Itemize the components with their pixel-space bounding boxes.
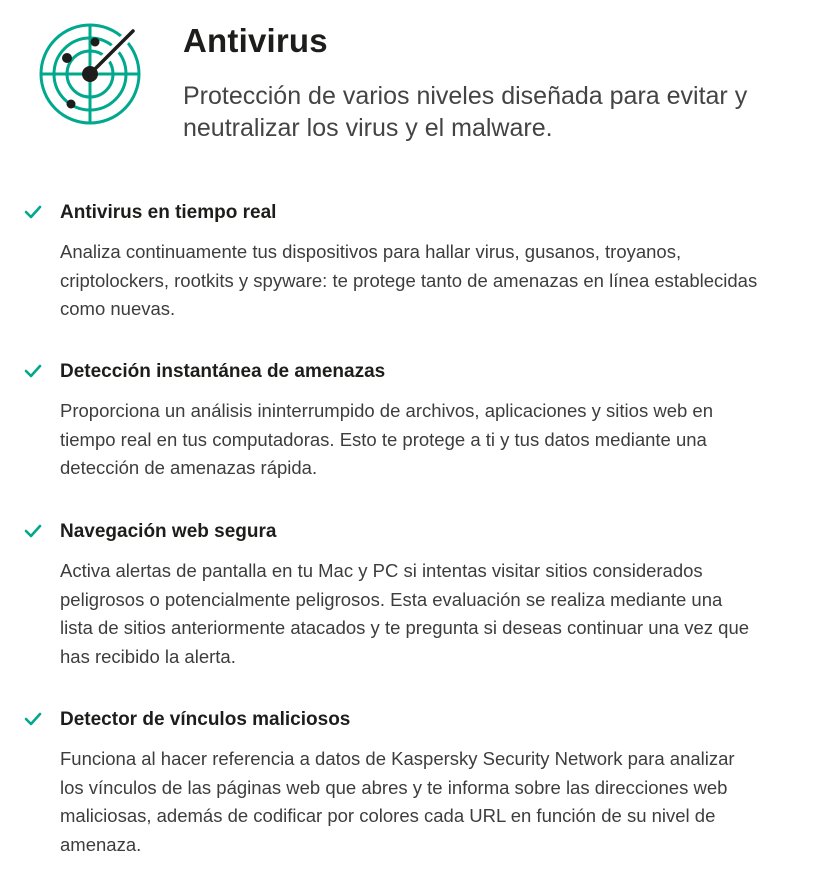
feature-description: Activa alertas de pantalla en tu Mac y PC si intentas visitar sitios considerados peligrosos o potencialmente peligrosos. Esta evaluación se realiza mediante una lista de sitios anteriormente atacados y te pregunta si deseas continuar una vez que has recibido la alerta. <box>60 560 750 667</box>
check-icon <box>24 205 42 219</box>
feature-title: Detección instantánea de amenazas <box>60 361 386 382</box>
feature-title: Navegación web segura <box>60 521 277 542</box>
feature-description: Proporciona un análisis ininterrumpido de archivos, aplicaciones y sitios web en tiempo real en tus computadoras. Esto te protege a ti y tus datos mediante una detección de amenazas rápida. <box>60 400 713 478</box>
page-subtitle: Protección de varios niveles diseñada para evitar y neutralizar los virus y el malware. <box>183 82 748 142</box>
feature-description: Analiza continuamente tus dispositivos para hallar virus, gusanos, troyanos, criptolockers, rootkits y spyware: te protege tanto de amenazas en línea establecidas como nuevas. <box>60 241 758 319</box>
check-icon <box>24 524 42 538</box>
product-header <box>0 0 840 160</box>
feature-title: Antivirus en tiempo real <box>60 202 277 223</box>
page-title: Antivirus <box>183 22 328 59</box>
feature-description: Funciona al hacer referencia a datos de Kaspersky Security Network para analizar los vínculos de las páginas web que abres y te informa sobre las direcciones web maliciosas, además de codificar por colores cada URL en función de su nivel de amenaza. <box>60 748 735 855</box>
check-icon <box>24 364 42 378</box>
radar-icon <box>36 18 146 128</box>
feature-title: Detector de vínculos maliciosos <box>60 709 351 730</box>
check-icon <box>24 712 42 726</box>
